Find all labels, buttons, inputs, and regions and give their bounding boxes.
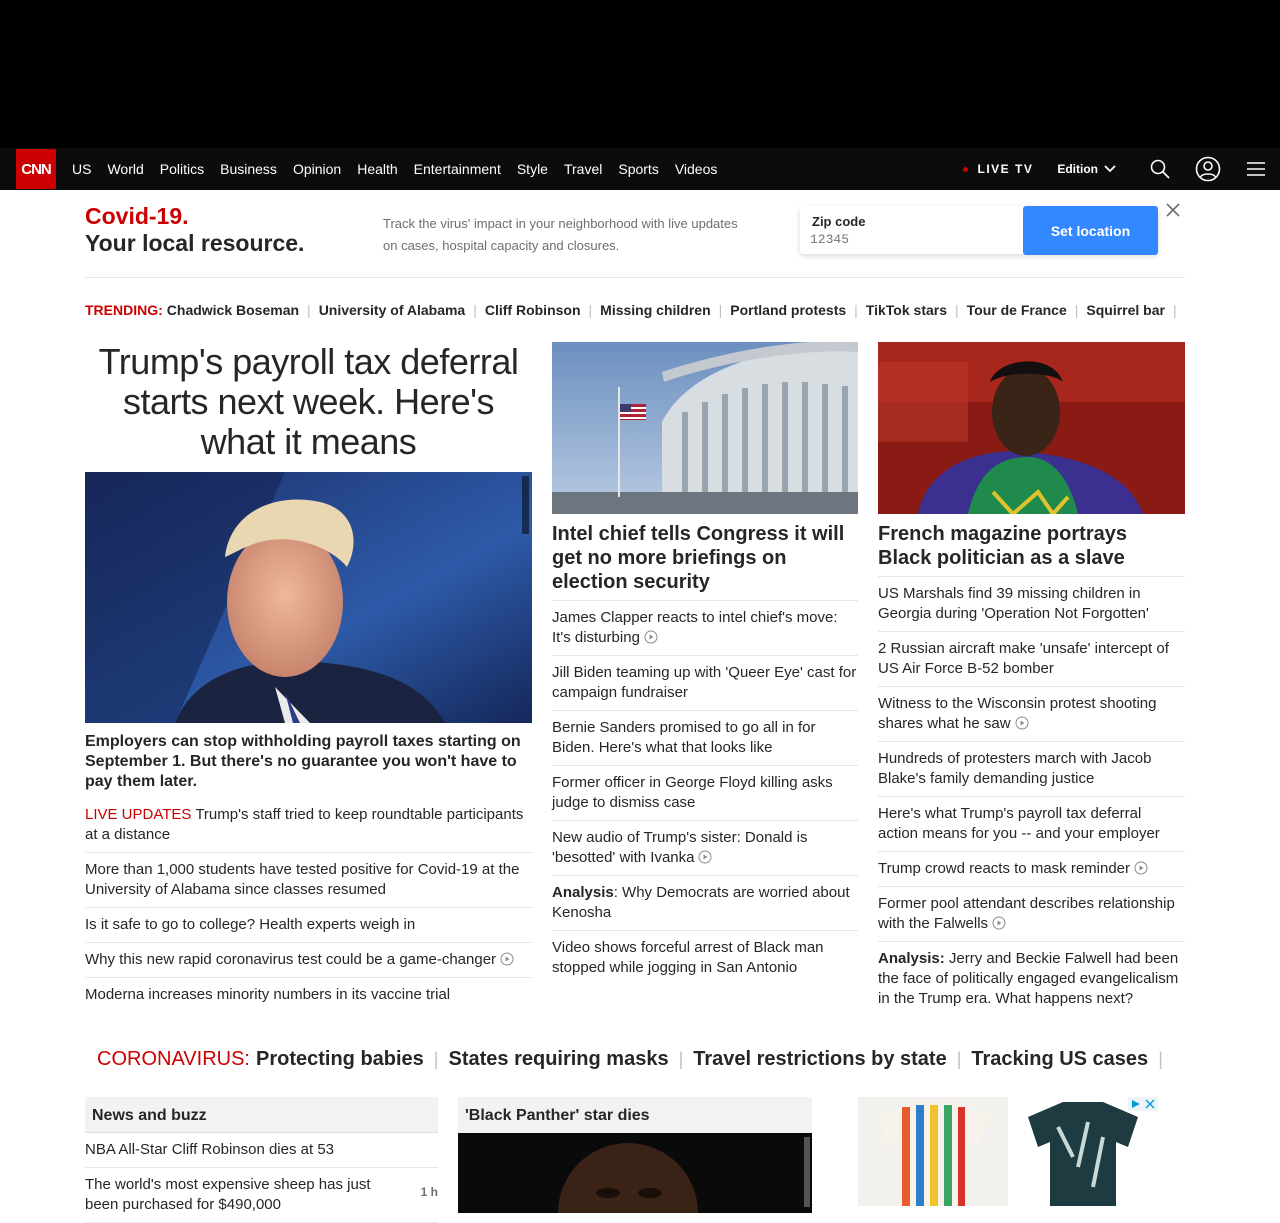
list-item[interactable] [878,741,1185,796]
live-tv-link[interactable] [963,162,1033,176]
trending-separator: | [588,302,593,318]
nav-link-health[interactable]: Health [357,161,398,177]
list-item[interactable] [552,765,858,820]
trending-item[interactable]: Cliff Robinson [484,302,581,318]
story-text: Witness to the Wisconsin protest shooting shares what he saw [878,695,1157,732]
image-credit [522,476,529,534]
news-and-buzz [85,1097,438,1223]
trending-separator: | [473,302,477,318]
politician-image[interactable] [878,342,1185,514]
black-panther-feature [458,1097,812,1213]
nav-link-world[interactable]: World [107,161,144,177]
coronavirus-separator: | [678,1049,684,1069]
list-item[interactable] [85,1168,438,1223]
analysis-label: Analysis: [878,950,945,967]
live-dot-icon [963,167,968,172]
list-item[interactable] [878,851,1185,886]
story-text: James Clapper reacts to intel chief's move: It's disturbing [552,609,838,646]
list-item[interactable] [85,852,532,907]
search-icon[interactable] [1136,148,1184,190]
list-item[interactable] [552,875,858,930]
list-item[interactable] [552,820,858,875]
coronavirus-separator: | [433,1049,439,1069]
trending-item[interactable]: Chadwick Boseman [166,302,300,318]
story-text: Jerry and Beckie Falwell had been the face of politically engaged evangelicalism in the Trump era. What happens next? [878,950,1179,1007]
list-item[interactable] [878,576,1185,631]
list-item[interactable] [878,796,1185,851]
story-text: : Why Democrats are worried about Kenosha [552,884,850,921]
video-play-icon [500,952,514,966]
coronavirus-bar [97,1048,1187,1071]
story-text: Former pool attendant describes relationship with the Falwells [878,895,1175,932]
list-item[interactable] [878,631,1185,686]
chevron-down-icon [1104,165,1116,173]
nav-link-us[interactable]: US [72,161,92,177]
nav-link-sports[interactable]: Sports [618,161,659,177]
list-item[interactable] [552,655,858,710]
nav-link-style[interactable]: Style [516,161,548,177]
trending-separator: | [1074,302,1079,318]
story-text: Why this new rapid coronavirus test could be a game-changer [85,951,497,968]
trending-separator: | [307,302,311,318]
list-item[interactable] [85,977,532,1012]
zip-code-label: Zip code [812,214,866,229]
edition-selector[interactable] [1057,162,1116,176]
list-item[interactable] [878,886,1185,941]
user-account-icon[interactable] [1184,148,1232,190]
main-navbar [0,148,1280,190]
coronavirus-separator: | [956,1049,962,1069]
story-text: Hundreds of protesters march with Jacob Blake's family demanding justice [878,750,1152,787]
shirts-advertisement[interactable] [858,1097,1158,1206]
story-text: Trump's staff tried to keep roundtable participants at a distance [85,806,524,843]
middle-headline[interactable]: Intel chief tells Congress it will get no more briefings on election security [552,523,845,593]
lead-headline[interactable]: Trump's payroll tax deferral starts next week. Here's what it means [98,341,519,462]
story-text: More than 1,000 students have tested positive for Covid-19 at the University of Alabama since classes resumed [85,861,520,898]
top-ad-space [0,0,1280,148]
coronavirus-link[interactable]: Travel restrictions by state [693,1048,947,1070]
story-text: US Marshals find 39 missing children in Georgia during 'Operation Not Forgotten' [878,585,1149,622]
nav-right [963,148,1280,190]
story-text: Bernie Sanders promised to go all in for Biden. Here's what that looks like [552,719,816,756]
covid-title-red: Covid-19. [85,203,189,229]
menu-hamburger-icon[interactable] [1232,148,1280,190]
nav-link-travel[interactable]: Travel [563,161,603,177]
edition-label: Edition [1057,162,1098,176]
trending-item[interactable]: TikTok stars [865,302,947,318]
story-text: Moderna increases minority numbers in its vaccine trial [85,986,451,1003]
video-play-icon [1134,861,1148,875]
trending-item[interactable]: Portland protests [730,302,847,318]
covid-banner [85,190,1185,278]
trending-separator: | [718,302,723,318]
story-text: New audio of Trump's sister: Donald is 'besotted' with Ivanka [552,829,808,866]
right-column [878,342,1185,1016]
lead-image[interactable] [85,472,532,723]
lead-caption[interactable]: Employers can stop withholding payroll taxes starting on September 1. But there's no guarantee you won't have to pay them later. [85,733,521,790]
trending-item[interactable]: Squirrel bar [1086,302,1165,318]
cnn-logo[interactable]: CNN [16,149,56,189]
story-text: Video shows forceful arrest of Black man stopped while jogging in San Antonio [552,939,824,976]
story-text: 2 Russian aircraft make 'unsafe' intercept of US Air Force B-52 bomber [878,640,1169,677]
story-text: Jill Biden teaming up with 'Queer Eye' cast for campaign fundraiser [552,664,857,701]
coronavirus-link[interactable]: Protecting babies [255,1048,424,1070]
list-item[interactable] [85,942,532,977]
close-icon[interactable] [1165,202,1181,218]
coronavirus-link[interactable]: States requiring masks [448,1048,669,1070]
list-item[interactable] [85,907,532,942]
video-play-icon [1015,716,1029,730]
trending-item[interactable]: Tour de France [966,302,1067,318]
lead-column [85,342,532,1012]
nav-link-entertainment[interactable]: Entertainment [413,161,501,177]
covid-description: Track the virus' impact in your neighborhood with live updates on cases, hospital capacity and closures. [383,216,738,253]
story-text: Here's what Trump's payroll tax deferral action means for you -- and your employer [878,805,1160,842]
story-text: Trump crowd reacts to mask reminder [878,860,1131,877]
list-item[interactable] [85,1133,438,1168]
panther-image[interactable] [458,1133,812,1213]
list-item[interactable] [878,686,1185,741]
trending-label: TRENDING: [85,302,163,318]
right-headline[interactable]: French magazine portrays Black politician as a slave [878,523,1127,569]
coronavirus-separator: | [1158,1049,1163,1069]
live-updates-label: LIVE UPDATES [85,806,192,823]
video-play-icon [644,630,658,644]
story-text: The world's most expensive sheep has just been purchased for $490,000 [85,1176,371,1213]
middle-story-list [552,600,858,985]
trending-separator: | [955,302,959,318]
lead-story-list [85,798,532,1012]
set-location-button[interactable]: Set location [1023,206,1158,255]
covid-title-dark: Your local resource. [85,230,305,256]
analysis-label: Analysis [552,884,614,901]
list-item[interactable] [552,930,858,985]
story-text: Is it safe to go to college? Health experts weigh in [85,916,416,933]
story-text: Former officer in George Floyd killing asks judge to dismiss case [552,774,833,811]
list-item[interactable] [878,941,1185,1016]
zip-code-input[interactable] [810,232,1010,247]
right-story-list [878,576,1185,1016]
story-text: NBA All-Star Cliff Robinson dies at 53 [85,1141,335,1158]
nav-link-politics[interactable]: Politics [159,161,205,177]
coronavirus-label: CORONAVIRUS: [97,1048,250,1070]
middle-column [552,342,858,985]
list-item[interactable] [85,798,532,852]
nav-link-opinion[interactable]: Opinion [292,161,342,177]
nav-link-videos[interactable]: Videos [674,161,718,177]
nav-link-business[interactable]: Business [220,161,277,177]
coronavirus-link[interactable]: Tracking US cases [971,1048,1149,1070]
timestamp: 1 h [420,1185,438,1199]
trending-separator: | [1172,302,1177,318]
capitol-image[interactable] [552,342,858,514]
trending-separator: | [854,302,858,318]
panther-title[interactable]: 'Black Panther' star dies [458,1097,812,1133]
video-play-icon [698,850,712,864]
video-play-icon [992,916,1006,930]
covid-title [85,203,304,257]
trending-item[interactable]: University of Alabama [318,302,466,318]
news-buzz-title: News and buzz [85,1097,438,1133]
trending-item[interactable]: Missing children [600,302,711,318]
trending-bar [85,302,1185,318]
nav-links [72,148,717,190]
list-item[interactable] [552,710,858,765]
flag-icon [620,404,646,420]
list-item[interactable] [552,600,858,655]
live-tv-label: LIVE TV [977,162,1034,176]
